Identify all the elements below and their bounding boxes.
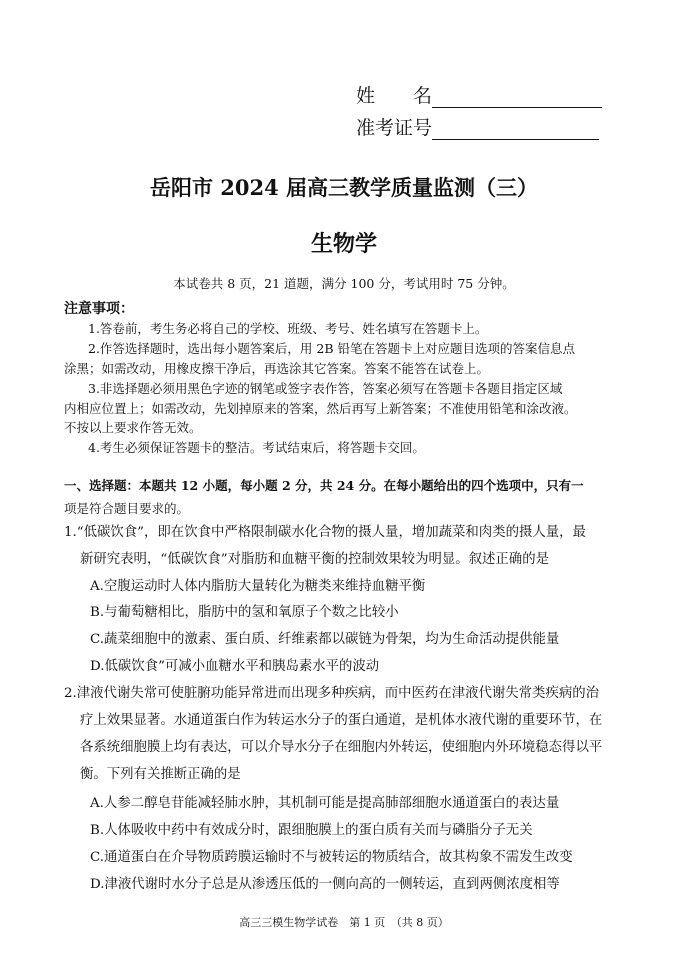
notices-heading: 注意事项：	[64, 301, 134, 317]
exam-id-field	[356, 116, 599, 140]
question-2-option-b: B.人体吸收中药中有效成分时，跟细胞膜上的蛋白质有关而与磷脂分子无关	[90, 823, 533, 838]
question-1-option-a: A.空腹运动时人体内脂肪大量转化为糖类来维持血糖平衡	[90, 579, 426, 594]
question-2-stem-cont: 疗上效果显著。水通道蛋白作为转运水分子的蛋白通道，是机体水液代谢的重要环节，在	[80, 713, 603, 728]
name-field	[356, 84, 602, 108]
exam-info: 本试卷共 8 页，21 道题，满分 100 分，考试用时 75 分钟。	[173, 276, 515, 291]
exam-id-underline	[432, 119, 599, 140]
question-2-stem-cont: 衡。下列有关推断正确的是	[80, 767, 241, 782]
exam-title: 岳阳市 2024 届高三教学质量监测（三）	[149, 175, 539, 200]
notice-line: 4.考生必须保证答题卡的整洁。考试结束后，将答题卡交回。	[88, 440, 425, 455]
question-1-option-d: D.低碳饮食”可减小血糖水平和胰岛素水平的波动	[90, 659, 380, 674]
subject-title: 生物学	[310, 232, 377, 257]
section-heading: 一、选择题：本题共 12 小题，每小题 2 分，共 24 分。在每小题给出的四个选项中，只有一	[64, 478, 584, 493]
name-underline	[432, 87, 602, 108]
question-1-option-c: C.蔬菜细胞中的激素、蛋白质、纤维素都以碳链为骨架，均为生命活动提供能量	[90, 632, 560, 647]
notice-line: 3.非选择题必须用黑色字迹的钢笔或签字表作答，答案必须写在答题卡各题目指定区域	[88, 381, 563, 396]
question-2-option-a: A.人参二醇皂苷能减轻肺水肿，其机制可能是提高肺部细胞水通道蛋白的表达量	[90, 796, 560, 811]
name-label: 姓 名	[356, 85, 433, 107]
notice-line: 涂黑；如需改动，用橡皮擦干净后，再选涂其它答案。答案不能答在试卷上。	[64, 361, 490, 376]
notice-line: 1.答卷前，考生务必将自己的学校、班级、考号、姓名填写在答题卡上。	[88, 321, 488, 336]
question-2-stem-cont: 各系统细胞膜上均有表达，可以介导水分子在细胞内外转运，使细胞内外环境稳态得以平	[80, 740, 603, 755]
notice-line: 2.作答选择题时，选出每小题答案后，用 2B 铅笔在答题卡上对应题目选项的答案信息点	[88, 341, 576, 356]
exam-id-label: 准考证号	[356, 117, 433, 139]
notice-line: 内相应位置上；如需改动，先划掉原来的答案，然后再写上新答案；不准使用铅笔和涂改液。	[64, 401, 577, 416]
page-footer: 高三三模生物学试卷 第 1 页 （共 8 页）	[239, 916, 449, 929]
question-1-stem-cont: 新研究表明，“低碳饮食”对脂肪和血糖平衡的控制效果较为明显。叙述正确的是	[80, 552, 549, 567]
notice-line: 不按以上要求作答无效。	[64, 420, 202, 435]
question-1-option-b: B.与葡萄糖相比，脂肪中的氢和氧原子个数之比较小	[90, 605, 399, 620]
question-2-option-c: C.通道蛋白在介导物质跨膜运输时不与被转运的物质结合，故其构象不需发生改变	[90, 850, 573, 865]
question-1-stem: 1.“低碳饮食”，即在饮食中严格限制碳水化合物的摄人量，增加蔬菜和肉类的摄人量，最	[64, 525, 586, 540]
section-heading-cont: 项是符合题目要求的。	[64, 501, 190, 516]
question-2-option-d: D.津液代谢时水分子总是从渗透压低的一侧向高的一侧转运，直到两侧浓度相等	[90, 877, 560, 892]
question-2-stem: 2.津液代谢失常可使脏腑功能异常进而出现多种疾病，而中医药在津液代谢失常类疾病的治	[64, 686, 600, 701]
